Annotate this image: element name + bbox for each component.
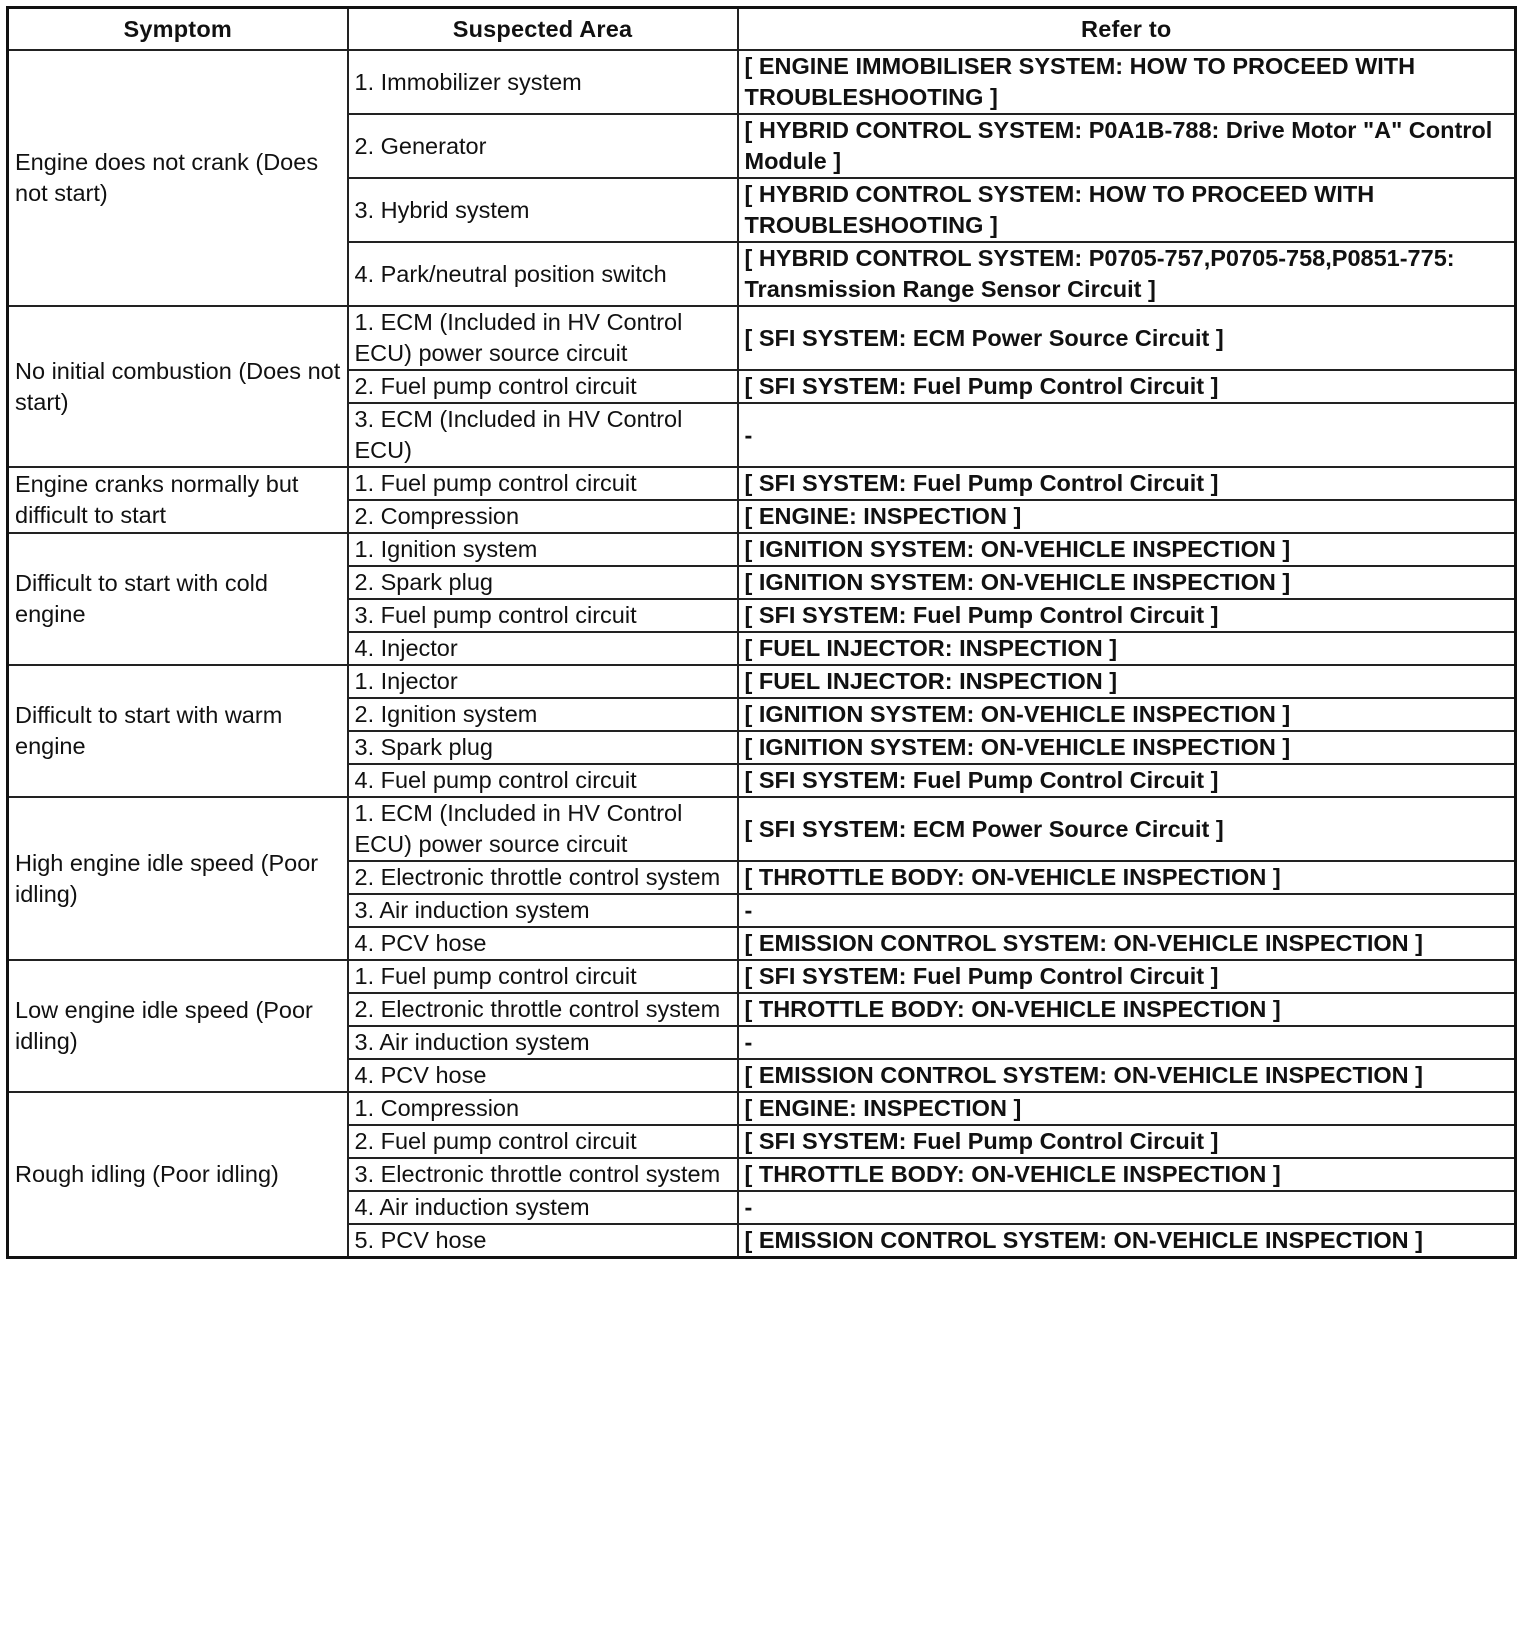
- refer-to-cell: [ FUEL INJECTOR: INSPECTION ]: [738, 632, 1516, 665]
- symptom-cell: Difficult to start with cold engine: [8, 533, 348, 665]
- suspected-area-cell: 5. PCV hose: [348, 1224, 738, 1258]
- suspected-area-cell: 4. Park/neutral position switch: [348, 242, 738, 306]
- refer-to-cell: [ SFI SYSTEM: Fuel Pump Control Circuit ]: [738, 599, 1516, 632]
- suspected-area-cell: 3. Fuel pump control circuit: [348, 599, 738, 632]
- suspected-area-cell: 4. PCV hose: [348, 1059, 738, 1092]
- symptom-cell: Engine cranks normally but difficult to start: [8, 467, 348, 533]
- suspected-area-cell: 4. PCV hose: [348, 927, 738, 960]
- suspected-area-cell: 3. Air induction system: [348, 894, 738, 927]
- suspected-area-cell: 3. Hybrid system: [348, 178, 738, 242]
- refer-to-cell: [ THROTTLE BODY: ON-VEHICLE INSPECTION ]: [738, 993, 1516, 1026]
- table-body: [8, 50, 1516, 1258]
- suspected-area-cell: 2. Generator: [348, 114, 738, 178]
- table-row: [8, 467, 1516, 500]
- symptom-cell: Low engine idle speed (Poor idling): [8, 960, 348, 1092]
- suspected-area-cell: 2. Electronic throttle control system: [348, 861, 738, 894]
- refer-to-cell: [ HYBRID CONTROL SYSTEM: P0A1B-788: Drive Motor "A" Control Module ]: [738, 114, 1516, 178]
- refer-to-cell: [ ENGINE: INSPECTION ]: [738, 500, 1516, 533]
- table-row: [8, 665, 1516, 698]
- refer-to-cell: [ EMISSION CONTROL SYSTEM: ON-VEHICLE INSPECTION ]: [738, 927, 1516, 960]
- symptom-cell: No initial combustion (Does not start): [8, 306, 348, 467]
- suspected-area-cell: 1. Fuel pump control circuit: [348, 960, 738, 993]
- suspected-area-cell: 4. Air induction system: [348, 1191, 738, 1224]
- suspected-area-cell: 1. Ignition system: [348, 533, 738, 566]
- refer-to-cell: [ IGNITION SYSTEM: ON-VEHICLE INSPECTION ]: [738, 533, 1516, 566]
- symptom-cell: Difficult to start with warm engine: [8, 665, 348, 797]
- refer-to-cell: -: [738, 894, 1516, 927]
- suspected-area-cell: 2. Fuel pump control circuit: [348, 370, 738, 403]
- table-row: [8, 1092, 1516, 1125]
- header-suspected-area: Suspected Area: [348, 8, 738, 51]
- refer-to-cell: [ IGNITION SYSTEM: ON-VEHICLE INSPECTION ]: [738, 566, 1516, 599]
- refer-to-cell: [ ENGINE: INSPECTION ]: [738, 1092, 1516, 1125]
- refer-to-cell: [ SFI SYSTEM: ECM Power Source Circuit ]: [738, 306, 1516, 370]
- troubleshooting-table: [6, 6, 1517, 1259]
- suspected-area-cell: 1. Immobilizer system: [348, 50, 738, 114]
- suspected-area-cell: 2. Ignition system: [348, 698, 738, 731]
- refer-to-cell: -: [738, 1026, 1516, 1059]
- refer-to-cell: -: [738, 1191, 1516, 1224]
- suspected-area-cell: 4. Fuel pump control circuit: [348, 764, 738, 797]
- table-row: [8, 50, 1516, 114]
- symptom-cell: Engine does not crank (Does not start): [8, 50, 348, 306]
- header-symptom: Symptom: [8, 8, 348, 51]
- refer-to-cell: [ THROTTLE BODY: ON-VEHICLE INSPECTION ]: [738, 861, 1516, 894]
- refer-to-cell: [ SFI SYSTEM: Fuel Pump Control Circuit ]: [738, 1125, 1516, 1158]
- suspected-area-cell: 4. Injector: [348, 632, 738, 665]
- suspected-area-cell: 2. Fuel pump control circuit: [348, 1125, 738, 1158]
- refer-to-cell: [ SFI SYSTEM: ECM Power Source Circuit ]: [738, 797, 1516, 861]
- suspected-area-cell: 3. Spark plug: [348, 731, 738, 764]
- suspected-area-cell: 1. Injector: [348, 665, 738, 698]
- refer-to-cell: [ FUEL INJECTOR: INSPECTION ]: [738, 665, 1516, 698]
- suspected-area-cell: 3. Air induction system: [348, 1026, 738, 1059]
- suspected-area-cell: 2. Electronic throttle control system: [348, 993, 738, 1026]
- table-row: [8, 306, 1516, 370]
- refer-to-cell: [ SFI SYSTEM: Fuel Pump Control Circuit ]: [738, 960, 1516, 993]
- suspected-area-cell: 3. Electronic throttle control system: [348, 1158, 738, 1191]
- refer-to-cell: [ SFI SYSTEM: Fuel Pump Control Circuit ]: [738, 370, 1516, 403]
- table-row: [8, 797, 1516, 861]
- refer-to-cell: [ THROTTLE BODY: ON-VEHICLE INSPECTION ]: [738, 1158, 1516, 1191]
- suspected-area-cell: 1. Compression: [348, 1092, 738, 1125]
- refer-to-cell: [ IGNITION SYSTEM: ON-VEHICLE INSPECTION ]: [738, 731, 1516, 764]
- refer-to-cell: [ SFI SYSTEM: Fuel Pump Control Circuit ]: [738, 467, 1516, 500]
- refer-to-cell: [ ENGINE IMMOBILISER SYSTEM: HOW TO PROCEED WITH TROUBLESHOOTING ]: [738, 50, 1516, 114]
- header-refer-to: Refer to: [738, 8, 1516, 51]
- suspected-area-cell: 2. Compression: [348, 500, 738, 533]
- symptom-cell: Rough idling (Poor idling): [8, 1092, 348, 1258]
- refer-to-cell: [ HYBRID CONTROL SYSTEM: HOW TO PROCEED WITH TROUBLESHOOTING ]: [738, 178, 1516, 242]
- suspected-area-cell: 1. ECM (Included in HV Control ECU) power source circuit: [348, 306, 738, 370]
- refer-to-cell: [ EMISSION CONTROL SYSTEM: ON-VEHICLE INSPECTION ]: [738, 1224, 1516, 1258]
- suspected-area-cell: 1. Fuel pump control circuit: [348, 467, 738, 500]
- suspected-area-cell: 2. Spark plug: [348, 566, 738, 599]
- table-row: [8, 533, 1516, 566]
- table-header-row: [8, 8, 1516, 51]
- refer-to-cell: [ SFI SYSTEM: Fuel Pump Control Circuit ]: [738, 764, 1516, 797]
- refer-to-cell: [ HYBRID CONTROL SYSTEM: P0705-757,P0705-758,P0851-775: Transmission Range Sensor Circuit ]: [738, 242, 1516, 306]
- symptom-cell: High engine idle speed (Poor idling): [8, 797, 348, 960]
- refer-to-cell: -: [738, 403, 1516, 467]
- suspected-area-cell: 1. ECM (Included in HV Control ECU) power source circuit: [348, 797, 738, 861]
- refer-to-cell: [ IGNITION SYSTEM: ON-VEHICLE INSPECTION ]: [738, 698, 1516, 731]
- refer-to-cell: [ EMISSION CONTROL SYSTEM: ON-VEHICLE INSPECTION ]: [738, 1059, 1516, 1092]
- suspected-area-cell: 3. ECM (Included in HV Control ECU): [348, 403, 738, 467]
- table-row: [8, 960, 1516, 993]
